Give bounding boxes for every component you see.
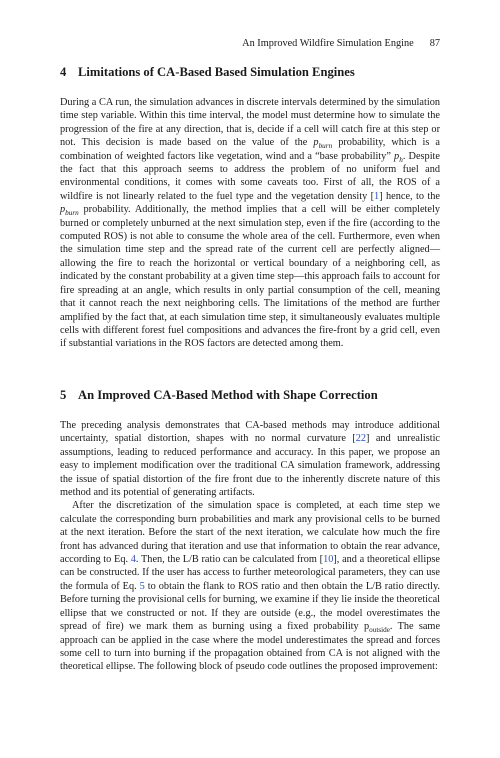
citation-link[interactable]: 1 [374, 190, 380, 202]
equation-link[interactable]: 4 [130, 554, 136, 566]
text-run: ], and a theoretical ellipse can be constructed. If the user has access to further meteorological parameters, they can use the formula of Eq. [60, 554, 440, 592]
text-run: ] hence, to the [379, 190, 440, 202]
math-subscript: outside [369, 626, 390, 635]
section-title: Limitations of CA-Based Based Simulation Engines [78, 65, 355, 79]
running-title: An Improved Wildfire Simulation Engine [242, 38, 414, 49]
paragraph [60, 499, 440, 673]
text-run: . Then, the L/B ratio can be calculated from [ [135, 554, 324, 566]
text-run: ] and unrealistic assumptions, leading to reduced performance and accuracy. In this paper, we propose an easy to implement modification over the traditional CA simulation framework, addressing the issue of spatial distortion of the fire front due to the inherently discrete nature of this method and its potential of generating artifacts. [60, 433, 440, 499]
text-run: to obtain the flank to ROS ratio and then obtain the L/B ratio directly. Before turning the provisional cells for burning, we examine if they lie inside the theoretical ellipse that we constructed or not. If they are outside (e.g., the model overestimates the spread of fire) we mark them as burning using a fixed probability p [60, 580, 441, 633]
citation-link[interactable]: 22 [355, 433, 367, 445]
math-symbol: p [60, 204, 66, 216]
text-run: . The same approach can be applied in the case where the model underestimates the spread and forces some cell to turn into burning if the propagation obtained from CA is not aligned with the theoretical ellipse. The following block of pseudo code outlines the proposed improvement: [60, 621, 441, 673]
text-run: During a CA run, the simulation advances in discrete intervals determined by the simulation time step variable. Within this time interval, the model must determine how to simulate the progression of the fire at any direction, that is, decide if a cell will catch fire at this step or not. This decision is made based on the value of the [60, 97, 440, 149]
math-subscript: burn [318, 142, 333, 151]
page-number: 87 [429, 38, 440, 49]
text-run: probability. Additionally, the method implies that a cell will be either completely burned or completely unburned at the next simulation step, even if the fire (according to the computed ROS) is not able to consume the whole area of the cell. Furthermore, even when the simulation time step and the spread rate of the current cell are perfectly aligned—allowing the fire to reach the horizontal or vertical boundary of a neighboring cell, as indicated by the constant probability at a given time step—this approach fails to account for fire spreading at an angle, which results in only partial consumption of the cell, meaning that it cannot reach the next neighboring cells. The limitations of the method are further amplified by the fact that, at each simulation time step, it simultaneously evaluates multiple cells with different forest fuel compositions and advances the fire-front by a grid cell, even if substantial variations in the ROS factors are detected among them. [60, 204, 440, 350]
section-5-heading [60, 388, 378, 403]
paragraph [60, 96, 440, 351]
math-symbol: p [394, 150, 400, 162]
math-subscript: h [399, 155, 403, 164]
section-number: 5 [60, 388, 67, 402]
text-run: The preceding analysis demonstrates that CA-based methods may introduce additional uncertainty, spatial distortion, shapes with no normal curvature [ [60, 420, 440, 445]
math-subscript: burn [65, 209, 79, 218]
citation-link[interactable]: 10 [323, 554, 334, 566]
equation-link[interactable]: 5 [139, 580, 145, 592]
section-number: 4 [60, 65, 67, 79]
running-header [60, 38, 440, 49]
text-run: After the discretization of the simulation space is completed, at each time step we calculate the corresponding burn probabilities and mark any provisional cells to be burned at the next iteration. Before the start of the next iteration, we calculate how much the fire front has advanced during that iteration and use that information to obtain the rear advance, according to Eq. [60, 500, 440, 566]
section-4-body [60, 96, 440, 351]
text-run: . Despite the fact that this approach seems to address the problem of no uniform fuel and environmental conditions, it comes with some caveats too. First of all, the ROS of a wildfire is not linearly related to the fuel type and the vegetation density [ [60, 150, 440, 202]
section-4-heading [60, 65, 355, 80]
section-title: An Improved CA-Based Method with Shape Correction [78, 388, 378, 402]
section-5-body [60, 419, 440, 674]
text-run: probability, which is a combination of weighted factors like vegetation, wind and a “base probability” [60, 137, 440, 162]
paragraph [60, 419, 440, 499]
math-symbol: p [313, 137, 319, 149]
